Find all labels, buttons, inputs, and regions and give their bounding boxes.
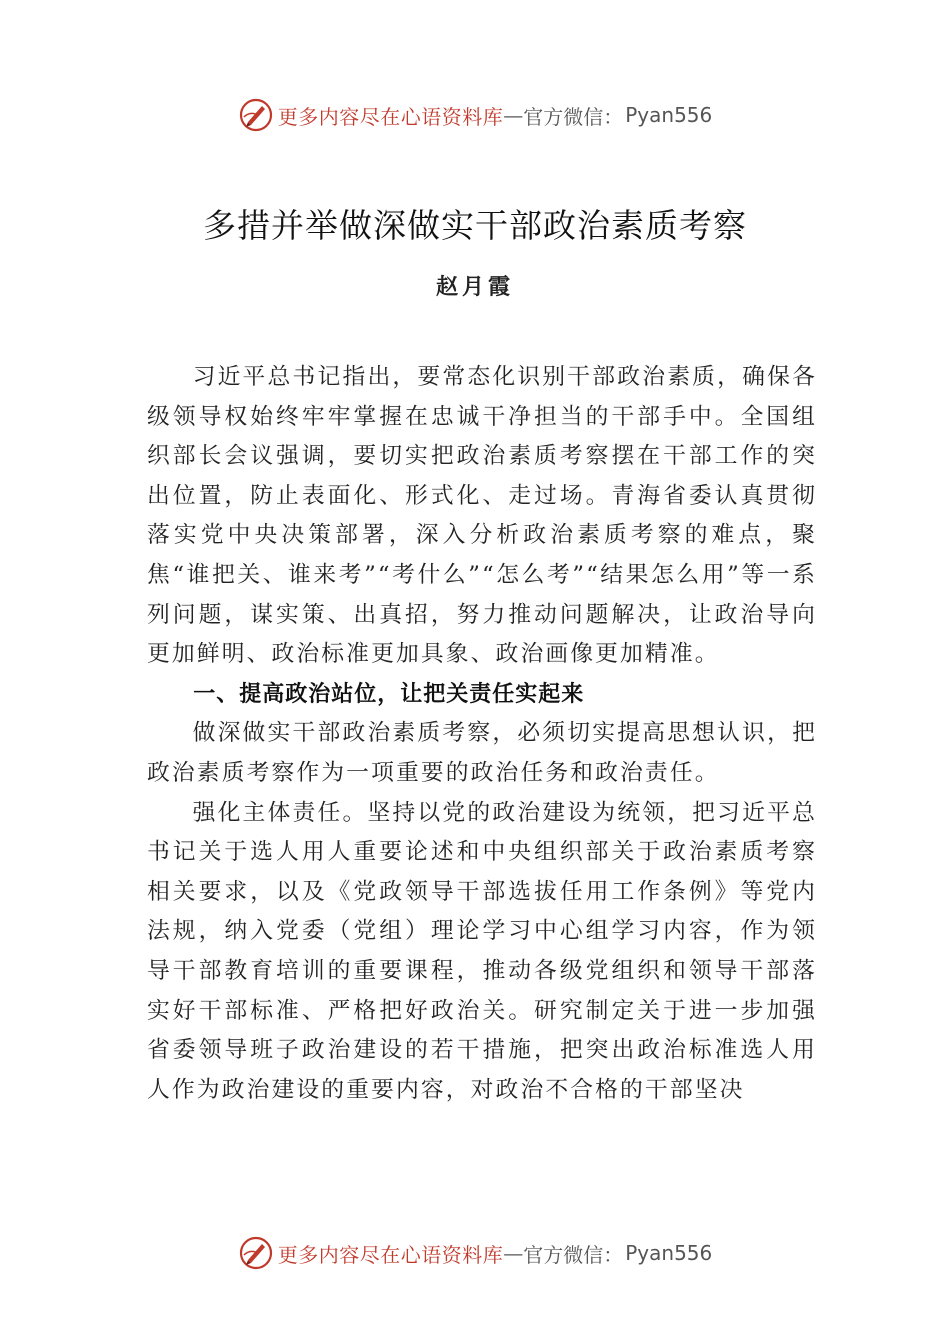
banner-wechat-id: Pyan556 [625, 103, 713, 127]
section-heading-1: 一、提高政治站位，让把关责任实起来 [193, 681, 585, 707]
banner-wechat-label: 官方微信： [523, 104, 624, 129]
article-body [147, 358, 817, 1110]
banner-text: 更多内容尽在心语资料库 [277, 104, 504, 129]
author: 赵月霞 [435, 274, 514, 300]
header-banner [0, 95, 950, 135]
banner-wechat-label: 官方微信： [523, 1242, 624, 1267]
paragraph-intro: 习近平总书记指出，要常态化识别干部政治素质，确保各级领导权始终牢牢掌握在忠诚干净担当的干部手中。全国组织部长会议强调，要切实把政治素质考察摆在干部工作的突出位置，防止表面化、形式化、走过场。青海省委认真贯彻落实党中央决策部署，深入分析政治素质考察的难点，聚焦“谁把关、谁来考”“考什么”“怎么考”“结果怎么用”等一系列问题，谋实策、出真招，努力推动问题解决，让政治导向更加鲜明、政治标准更加具象、政治画像更加精准。 [147, 364, 817, 668]
paragraph-2: 做深做实干部政治素质考察，必须切实提高思想认识，把政治素质考察作为一项重要的政治任务和政治责任。 [147, 720, 817, 786]
banner-dash: — [503, 1241, 524, 1265]
banner-text: 更多内容尽在心语资料库 [277, 1242, 504, 1267]
banner-dash: — [503, 103, 524, 127]
page-title: 多措并举做深做实干部政治素质考察 [203, 206, 747, 245]
pen-logo-icon [238, 1235, 274, 1271]
footer-banner [0, 1233, 950, 1273]
paragraph-3: 强化主体责任。坚持以党的政治建设为统领，把习近平总书记关于选人用人重要论述和中央组织部关于政治素质考察相关要求，以及《党政领导干部选拔任用工作条例》等党内法规，纳入党委（党组）理论学习中心组学习内容，作为领导干部教育培训的重要课程，推动各级党组织和领导干部落实好干部标准、严格把好政治关。研究制定关于进一步加强省委领导班子政治建设的若干措施，把突出政治标准选人用人作为政治建设的重要内容，对政治不合格的干部坚决 [147, 799, 817, 1103]
pen-logo-icon [238, 97, 274, 133]
banner-wechat-id: Pyan556 [625, 1241, 713, 1265]
